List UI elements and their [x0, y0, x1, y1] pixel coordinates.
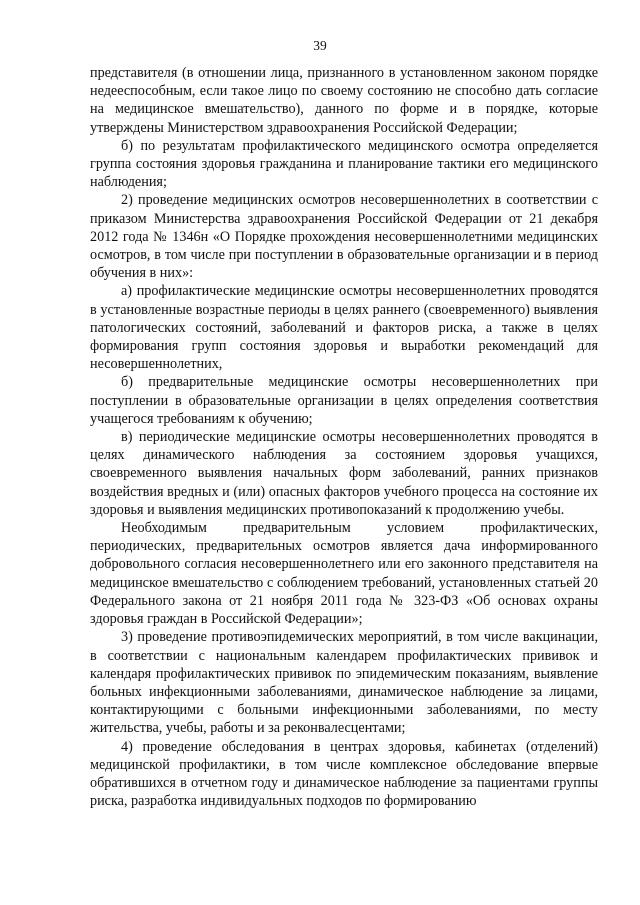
- paragraph-item-2: 2) проведение медицинских осмотров несовершеннолетних в соответствии с приказом Министерства здравоохранения Российской Федерации от 21 декабря 2012 года № 1346н «О Порядке прохождения несовершеннолетними медицинских осмотров, в том числе при поступлении в образовательные организации и в период обучения в них»:: [90, 192, 598, 282]
- page-number: 39: [313, 38, 327, 53]
- paragraph-item-2v: в) периодические медицинские осмотры несовершеннолетних проводятся в целях динамического наблюдения за состоянием здоровья учащихся, своевременного выявления начальных форм заболеваний, ранних признаков воздействия вредных и (или) опасных факторов учебного процесса на состояние их здоровья и выявления медицинских противопоказаний к продолжению учебы.: [90, 429, 598, 518]
- document-body: [90, 64, 598, 810]
- paragraph-item-b: б) по результатам профилактического медицинского осмотра определяется группа состояния здоровья гражданина и планирование тактики его медицинского наблюдения;: [90, 137, 598, 191]
- paragraph-continuation: представителя (в отношении лица, признанного в установленном законом порядке недееспособным, если такое лицо по своему состоянию не способно дать согласие на медицинское вмешательство), данного по форме и в порядке, которые утверждены Министерством здравоохранения Российской Федерации;: [90, 65, 598, 136]
- paragraph-item-2b: б) предварительные медицинские осмотры несовершеннолетних при поступлении в образовательные организации в целях определения соответствия учащегося требованиям к обучению;: [90, 374, 598, 427]
- paragraph-item-3: 3) проведение противоэпидемических мероприятий, в том числе вакцинации, в соответствии с национальным календарем профилактических прививок и календаря профилактических прививок по эпидемическим показаниям, выявление больных инфекционными заболеваниями, динамическое наблюдение за лицами, контактирующими с больными инфекционными заболеваниями, по месту жительства, учебы, работы и за реконвалесцентами;: [90, 629, 598, 737]
- paragraph-item-2a: а) профилактические медицинские осмотры несовершеннолетних проводятся в установленные возрастные периоды в целях раннего (своевременного) выявления патологических состояний, заболеваний и факторов риска, а также в целях формирования групп состояния здоровья и выработки рекомендаций для несовершеннолетних,: [90, 283, 598, 373]
- paragraph-item-4: 4) проведение обследования в центрах здоровья, кабинетах (отделений) медицинской профилактики, в том числе комплексное обследование впервые обратившихся в отчетном году и динамическое наблюдение за пациентами группы риска, разработка индивидуальных подходов по формированию: [90, 738, 598, 810]
- paragraph-consent-condition: Необходимым предварительным условием профилактических, периодических, предварительных осмотров является дача информированного добровольного согласия несовершеннолетнего или его законного представителя на медицинское вмешательство с соблюдением требований, установленных статьей 20 Федерального закона от 21 ноября 2011 года № 323-ФЗ «Об основах охраны здоровья граждан в Российской Федерации»;: [90, 520, 598, 628]
